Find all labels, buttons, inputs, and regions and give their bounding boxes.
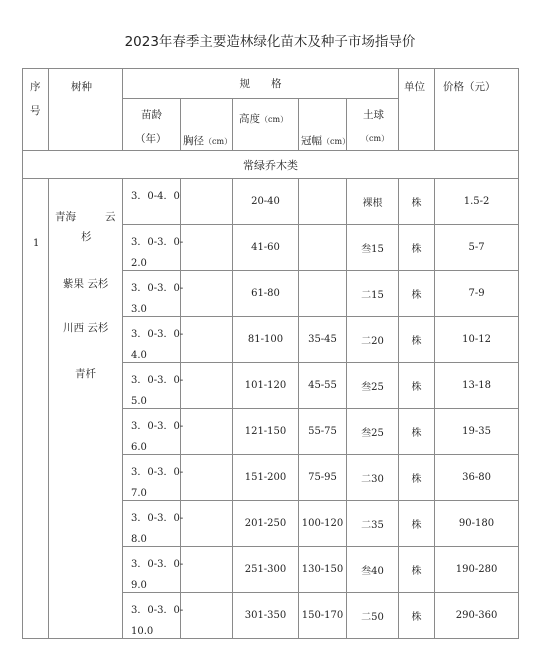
height-cell: 251-300 [233,547,299,593]
age-cell [123,593,184,639]
age-line1: 3．0-3．0- [131,375,184,386]
crown-label-text: 冠幅 [301,135,322,147]
dbh-cell [181,593,233,639]
price-header-label: 价格（元） [443,81,496,93]
seq-header-line1: 序 [30,81,41,93]
crown-cell [299,225,347,271]
species-d: 青杄 [75,368,96,380]
age-cell [123,225,184,271]
dbh-cell [181,501,233,547]
age-line1: 3．0-3．0- [131,283,184,294]
age-cell [123,271,184,317]
age-line1: 3．0-3．0- [131,605,184,616]
species-a-part1: 青海 [55,211,76,223]
age-line1: 3．0-3．0- [131,237,184,248]
age-cell [123,179,181,225]
crown-cell: 55-75 [299,409,347,455]
species-header [49,69,123,151]
section-row [23,151,519,179]
ball-cell: 叁40 [347,547,399,593]
age-header-line2: （年） [135,133,167,145]
header-row-1 [23,69,519,99]
ball-cell: 裸根 [347,179,399,225]
dbh-cell [181,271,233,317]
age-line2: 9.0 [131,580,147,591]
document-title: 2023年春季主要造林绿化苗木及种子市场指导价 [124,34,416,50]
price-cell: 36-80 [435,455,519,501]
ball-cell: 叁25 [347,363,399,409]
age-line2: 2.0 [131,258,147,269]
unit-cell: 株 [399,271,435,317]
height-label-text: 高度 [239,113,260,125]
price-cell: 19-35 [435,409,519,455]
age-line2: 6.0 [131,442,147,453]
age-line2: 5.0 [131,396,147,407]
unit-cell: 株 [399,363,435,409]
age-line2: 3.0 [131,304,147,315]
spec-header: 规 格 [123,69,399,99]
age-line1: 3．0-3．0- [131,513,184,524]
dbh-unit-text: （cm） [204,137,233,146]
crown-cell: 130-150 [299,547,347,593]
species-b: 紫果 云杉 [63,278,109,290]
age-line2: 4.0 [131,350,147,361]
height-cell: 301-350 [233,593,299,639]
unit-cell: 株 [399,317,435,363]
height-cell: 20-40 [233,179,299,225]
data-rows [23,179,519,639]
crown-header [299,99,351,151]
age-cell [123,547,184,593]
age-line1: 3．0-3．0- [131,329,184,340]
crown-cell: 100-120 [299,501,347,547]
crown-cell: 35-45 [299,317,347,363]
price-cell: 90-180 [435,501,519,547]
price-cell: 5-7 [435,225,519,271]
species-cell [49,179,123,639]
age-line1: 3．0-3．0- [131,559,184,570]
species-c: 川西 云杉 [63,322,109,334]
seq-header [23,69,49,151]
ball-cell: 二50 [347,593,399,639]
crown-unit-text: （cm） [322,137,351,146]
age-cell [123,317,184,363]
ball-header-line1: 土球 [363,109,384,121]
height-unit-text: （cm） [260,115,289,124]
unit-cell: 株 [399,455,435,501]
species-a-part3: 杉 [81,231,92,243]
price-cell: 10-12 [435,317,519,363]
unit-cell: 株 [399,225,435,271]
ball-cell: 叁25 [347,409,399,455]
price-header [435,69,519,151]
ball-cell: 二20 [347,317,399,363]
crown-cell: 75-95 [299,455,347,501]
ball-cell: 二30 [347,455,399,501]
dbh-cell [181,225,233,271]
age-line1: 3．0-3．0- [131,467,184,478]
age-header [123,99,181,151]
age-cell [123,363,184,409]
section-label: 常绿乔木类 [23,151,519,179]
dbh-header [181,99,233,151]
height-cell: 201-250 [233,501,299,547]
crown-cell [299,179,347,225]
height-cell: 101-120 [233,363,299,409]
age-cell [123,455,184,501]
unit-cell: 株 [399,501,435,547]
height-cell: 121-150 [233,409,299,455]
table-row [23,179,519,225]
price-cell: 190-280 [435,547,519,593]
dbh-cell [181,547,233,593]
species-header-label: 树种 [71,81,92,93]
price-cell: 13-18 [435,363,519,409]
ball-header [347,99,399,151]
seq-cell [23,179,49,639]
unit-cell: 株 [399,179,435,225]
dbh-header-label [183,133,232,148]
age-header-line1: 苗龄 [141,109,162,121]
seq-header-line2: 号 [30,105,41,117]
ball-header-line2: （cm） [361,134,390,143]
age-line2: 10.0 [131,626,154,637]
species-a-part2: 云 [105,211,116,223]
age-cell [123,409,184,455]
height-cell: 81-100 [233,317,299,363]
price-cell: 290-360 [435,593,519,639]
crown-cell: 150-170 [299,593,347,639]
unit-cell: 株 [399,409,435,455]
crown-header-label [301,133,350,148]
age-line1: 3．0-4．0 [131,191,180,202]
dbh-label-text: 胸径 [183,135,204,147]
crown-cell [299,271,347,317]
age-line2: 8.0 [131,534,147,545]
dbh-cell [181,179,233,225]
seq-number: 1 [33,238,40,249]
unit-header-label: 单位 [404,81,426,93]
height-cell: 151-200 [233,455,299,501]
height-header-label [239,111,288,126]
height-cell: 61-80 [233,271,299,317]
age-cell [123,501,184,547]
dbh-cell [181,455,233,501]
dbh-cell [181,363,233,409]
age-line1: 3．0-3．0- [131,421,184,432]
crown-cell: 45-55 [299,363,347,409]
price-cell: 7-9 [435,271,519,317]
ball-cell: 叁15 [347,225,399,271]
ball-cell: 二15 [347,271,399,317]
ball-cell: 二35 [347,501,399,547]
unit-cell: 株 [399,547,435,593]
age-line2: 7.0 [131,488,147,499]
height-header [233,99,299,151]
height-cell: 41-60 [233,225,299,271]
dbh-cell [181,409,233,455]
price-cell: 1.5-2 [435,179,519,225]
price-table [22,68,519,639]
unit-header [399,69,435,151]
dbh-cell [181,317,233,363]
unit-cell: 株 [399,593,435,639]
